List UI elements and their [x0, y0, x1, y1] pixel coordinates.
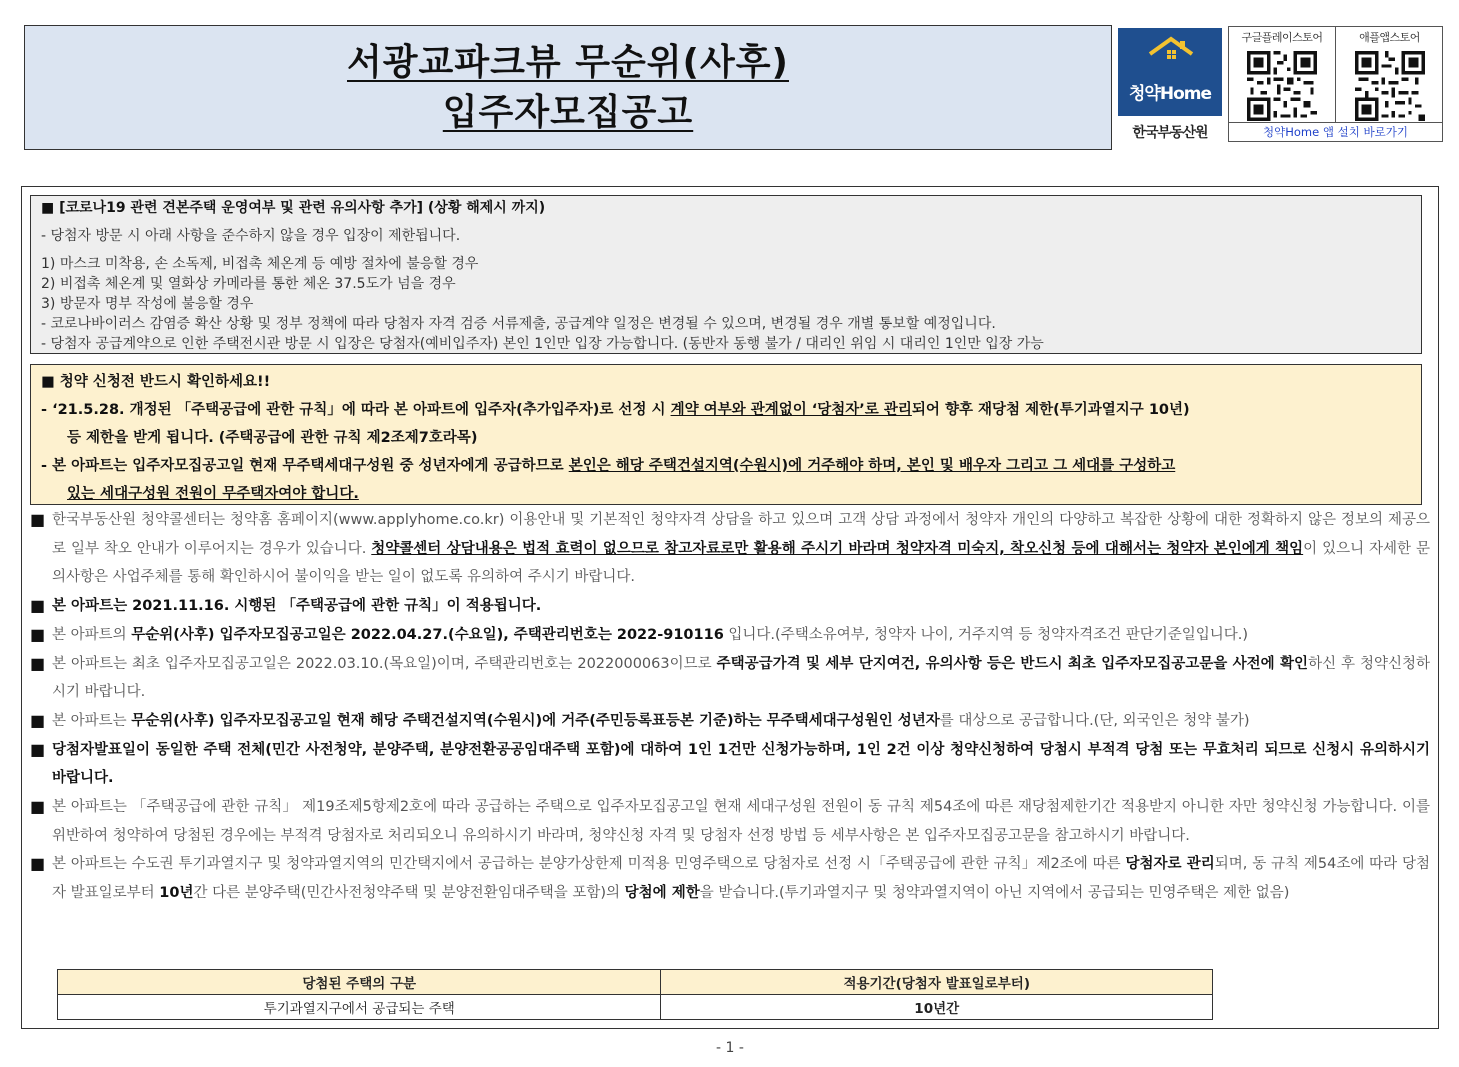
google-play-label: 구글플레이스토어 — [1241, 31, 1323, 44]
covid-notice-heading: ■ [코로나19 관련 견본주택 운영여부 및 관련 유의사항 추가] (상황 해제시 까지) — [41, 200, 546, 216]
bullet-square-icon: ■ — [30, 596, 46, 616]
bullet-square-icon: ■ — [30, 624, 46, 644]
table-cell: 투기과열지구에서 공급되는 주택 — [58, 995, 661, 1020]
table-header-cell: 당첨된 주택의 구분 — [58, 970, 661, 995]
logo-org-name: 한국부동산원 — [1132, 125, 1208, 141]
bullet-square-icon: ■ — [30, 710, 46, 730]
warning-item-2-cont: 있는 세대구성원 전원이 무주택자여야 합니다. — [67, 486, 359, 502]
bullet-square-icon: ■ — [30, 854, 46, 874]
covid-notice-item: 1) 마스크 미착용, 손 소독제, 비접촉 체온계 등 예방 절차에 불응할 경우 — [41, 256, 479, 272]
notice-paragraph: ■ 본 아파트는 무순위(사후) 입주자모집공고일 현재 해당 주택건설지역(수원시)에 거주(주민등록표등본 기준)하는 무주택세대구성원인 성년자를 대상으로 공급합니다.(단, 외국인은 청약 불가) — [30, 707, 1430, 736]
notice-paragraph: ■ 당첨자발표일이 동일한 주택 전체(민간 사전청약, 분양주택, 분양전환공공임대주택 포함)에 대하여 1인 1건만 신청가능하며, 1인 2건 이상 청약신청하여 당첨시 부적격 당첨 또는 무효처리 되므로 신청시 유의하시기 바랍니다. — [30, 736, 1430, 793]
qr-code-icon — [1247, 51, 1317, 121]
app-store-qr[interactable] — [1336, 27, 1443, 122]
page-title-line-2: 입주자모집공고 — [442, 91, 694, 133]
page-title-line-1: 서광교파크뷰 무순위(사후) — [347, 41, 789, 83]
notice-paragraph: ■ 본 아파트는 수도권 투기과열지구 및 청약과열지역의 민간택지에서 공급하는 분양가상한제 미적용 민영주택으로 당첨자로 선정 시「주택공급에 관한 규칙」제2조에 따른 당첨자로 관리되며, 동 규칙 제54조에 따라 당첨자 발표일로부터 10년간 다른 분양주택(민간사전청약주택 및 분양전환임대주택을 포함)의 당첨에 제한을 받습니다.(투기과열지구 및 청약과열지역이 아닌 지역에서 공급되는 민영주택은 제한 없음) — [30, 850, 1430, 907]
app-install-link[interactable]: 청약Home 앱 설치 바로가기 — [1229, 122, 1442, 142]
covid-notice-item: 3) 방문자 명부 작성에 불응할 경우 — [41, 296, 254, 312]
notice-paragraphs — [30, 506, 1430, 908]
google-play-qr[interactable] — [1229, 27, 1336, 122]
notice-paragraph: ■ 한국부동산원 청약콜센터는 청약홈 홈페이지(www.applyhome.co.kr) 이용안내 및 기본적인 청약자격 상담을 하고 있으며 고객 상담 과정에서 청약자 개인의 다양하고 복잡한 상황에 대한 정확하지 않은 정보의 제공으로 일부 착오 안내가 이루어지는 경우가 있습니다. 청약콜센터 상담내용은 법적 효력이 없으므로 참고자료로만 활용해 주시기 바라며 청약자격 미숙지, 착오신청 등에 대해서는 청약자 본인에게 책임이 있으니 자세한 문의사항은 사업주체를 통해 확인하시어 불이익을 받는 일이 없도록 유의하여 주시기 바랍니다. — [30, 506, 1430, 592]
logo-badge — [1118, 28, 1222, 116]
app-store-label: 애플앱스토어 — [1359, 31, 1420, 44]
warning-heading: ■ 청약 신청전 반드시 확인하세요!! — [41, 374, 271, 390]
table-header-cell: 적용기간(당첨자 발표일로부터) — [661, 970, 1213, 995]
title-box — [24, 25, 1112, 150]
qr-code-icon — [1355, 51, 1425, 121]
warning-item-2: - 본 아파트는 입주자모집공고일 현재 무주택세대구성원 중 성년자에게 공급하므로 본인은 해당 주택건설지역(수원시)에 거주해야 하며, 본인 및 배우자 그리고 그 세대를 구성하고 — [41, 458, 1176, 474]
table-row — [58, 995, 1213, 1020]
notice-paragraph: ■ 본 아파트의 무순위(사후) 입주자모집공고일은 2022.04.27.(수요일), 주택관리번호는 2022-910116 입니다.(주택소유여부, 청약자 나이, 거주지역 등 청약자격조건 판단기준일입니다.) — [30, 621, 1430, 650]
page-number: - 1 - — [716, 1040, 744, 1056]
restriction-period-table — [57, 969, 1213, 1020]
covid-notice-item: - 코로나바이러스 감염증 확산 상황 및 정부 정책에 따라 당첨자 자격 검증 서류제출, 공급계약 일정은 변경될 수 있으며, 변경될 경우 개별 통보할 예정입니다. — [41, 316, 996, 332]
bullet-square-icon: ■ — [30, 797, 46, 817]
covid-notice-item: 2) 비접촉 체온계 및 열화상 카메라를 통한 체온 37.5도가 넘을 경우 — [41, 276, 456, 292]
warning-item-1: - ‘21.5.28. 개정된 「주택공급에 관한 규칙」에 따라 본 아파트에 입주자(추가입주자)로 선정 시 계약 여부와 관계없이 ‘당첨자’로 관리되어 향후 재당첨 제한(투기과열지구 10년) — [41, 402, 1190, 418]
covid-notice-item: - 당첨자 공급계약으로 인한 주택전시관 방문 시 입장은 당첨자(예비입주자) 본인 1인만 입장 가능합니다. (동반자 동행 불가 / 대리인 위임 시 대리인 1인만 입장 가능 — [41, 336, 1044, 352]
bullet-square-icon: ■ — [30, 653, 46, 673]
notice-paragraph: ■ 본 아파트는 2021.11.16. 시행된 「주택공급에 관한 규칙」이 적용됩니다. — [30, 592, 1430, 621]
applyhome-logo[interactable] — [1118, 28, 1222, 146]
table-cell: 10년간 — [661, 995, 1213, 1020]
warning-item-1-cont: 등 제한을 받게 됩니다. (주택공급에 관한 규칙 제2조제7호라목) — [67, 430, 478, 446]
house-icon — [1146, 36, 1196, 66]
bullet-square-icon: ■ — [30, 739, 46, 759]
covid-notice-intro: - 당첨자 방문 시 아래 사항을 준수하지 않을 경우 입장이 제한됩니다. — [41, 228, 461, 244]
logo-text: 청약Home — [1129, 84, 1211, 104]
notice-paragraph: ■ 본 아파트는 「주택공급에 관한 규칙」 제19조제5항제2호에 따라 공급하는 주택으로 입주자모집공고일 현재 세대구성원 전원이 동 규칙 제54조에 따른 재당첨제한기간 적용받지 아니한 자만 청약신청 가능합니다. 이를 위반하여 청약하여 당첨된 경우에는 부적격 당첨자로 처리되오니 유의하시기 바라며, 청약신청 자격 및 당첨자 선정 방법 등 세부사항은 본 입주자모집공고문을 참고하시기 바랍니다. — [30, 793, 1430, 850]
bullet-square-icon: ■ — [30, 510, 46, 529]
notice-paragraph: ■ 본 아파트는 최초 입주자모집공고일은 2022.03.10.(목요일)이며, 주택관리번호는 2022000063이므로 주택공급가격 및 세부 단지여건, 유의사항 등은 반드시 최초 입주자모집공고문을 사전에 확인하신 후 청약신청하시기 바랍니다. — [30, 650, 1430, 707]
covid-notice-box — [30, 195, 1422, 354]
qr-code-panel — [1228, 26, 1443, 142]
pre-application-warning-box — [30, 364, 1422, 505]
table-header-row — [58, 970, 1213, 995]
